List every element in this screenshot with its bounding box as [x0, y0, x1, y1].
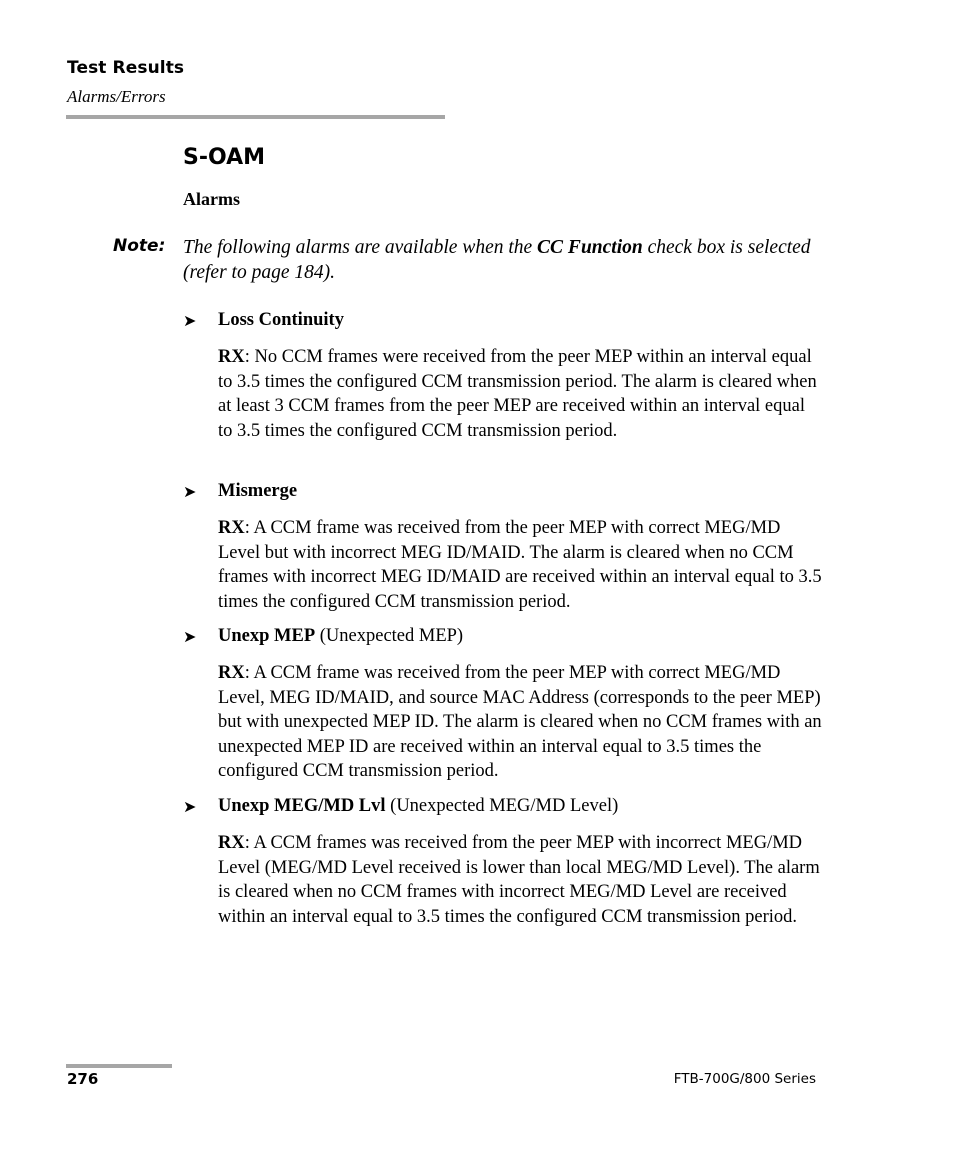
alarm-item-unexp-mep — [183, 625, 823, 784]
alarm-description — [218, 661, 823, 784]
arrow-bullet-icon: ➤ — [183, 311, 197, 330]
alarm-title — [218, 795, 618, 817]
alarm-description — [218, 831, 823, 929]
alarm-description-bold: RX — [218, 663, 245, 683]
section-title: S-OAM — [183, 145, 266, 170]
arrow-bullet-icon: ➤ — [183, 627, 197, 646]
note-text-after: check box is selected (refer to page 184). — [183, 237, 811, 283]
arrow-bullet-icon: ➤ — [183, 797, 197, 816]
alarm-description — [218, 345, 823, 443]
alarm-title-bold: Unexp MEP — [218, 626, 316, 646]
header-title: Test Results — [67, 58, 185, 78]
alarm-item-loss-continuity — [183, 309, 823, 443]
footer-divider — [66, 1064, 172, 1068]
alarm-description — [218, 516, 823, 614]
header-divider — [66, 115, 445, 119]
note-text-bold: CC Function — [537, 237, 643, 258]
alarm-title — [218, 625, 463, 647]
note-label: Note: — [113, 236, 166, 256]
note-text-before: The following alarms are available when the — [183, 237, 538, 258]
product-series: FTB-700G/800 Series — [673, 1071, 816, 1087]
alarm-description-text: : A CCM frames was received from the peer MEP with incorrect MEG/MD Level (MEG/MD Level received is lower than local MEG/MD Level). The alarm is cleared when no CCM frames with incorrect MEG/MD Level are received within an interval equal to 3.5 times the configured CCM transmission period. — [218, 833, 820, 927]
alarm-title-rest: (Unexpected MEP) — [315, 626, 464, 646]
alarm-title-bold: Mismerge — [218, 481, 298, 501]
alarm-title-bold: Loss Continuity — [218, 310, 344, 330]
section-subheading: Alarms — [183, 189, 240, 209]
alarm-title-bold: Unexp MEG/MD Lvl — [218, 796, 386, 816]
alarm-description-text: : No CCM frames were received from the peer MEP within an interval equal to 3.5 times the configured CCM transmission period. The alarm is cleared when at least 3 CCM frames from the peer MEP are received within an interval equal to 3.5 times the configured CCM transmission period. — [218, 347, 817, 441]
page-number: 276 — [67, 1070, 99, 1088]
alarm-item-unexp-meg-md-lvl — [183, 795, 823, 929]
alarm-description-text: : A CCM frame was received from the peer MEP with correct MEG/MD Level but with incorrect MEG ID/MAID. The alarm is cleared when no CCM frames with incorrect MEG ID/MAID are received within an interval equal to 3.5 times the configured CCM transmission period. — [218, 518, 822, 612]
alarm-title-rest: (Unexpected MEG/MD Level) — [385, 796, 619, 816]
arrow-bullet-icon: ➤ — [183, 482, 197, 501]
alarm-description-text: : A CCM frame was received from the peer MEP with correct MEG/MD Level, MEG ID/MAID, and source MAC Address (corresponds to the peer MEP) but with unexpected MEP ID. The alarm is cleared when no CCM frames with an unexpected MEP ID are received within an interval equal to 3.5 times the configured CCM transmission period. — [218, 663, 822, 782]
alarm-title — [218, 480, 297, 502]
header-subtitle: Alarms/Errors — [67, 87, 166, 106]
alarm-item-mismerge — [183, 480, 823, 614]
alarm-title — [218, 309, 344, 331]
note-text — [183, 235, 813, 285]
alarm-description-bold: RX — [218, 347, 245, 367]
alarm-description-bold: RX — [218, 518, 245, 538]
alarm-description-bold: RX — [218, 833, 245, 853]
